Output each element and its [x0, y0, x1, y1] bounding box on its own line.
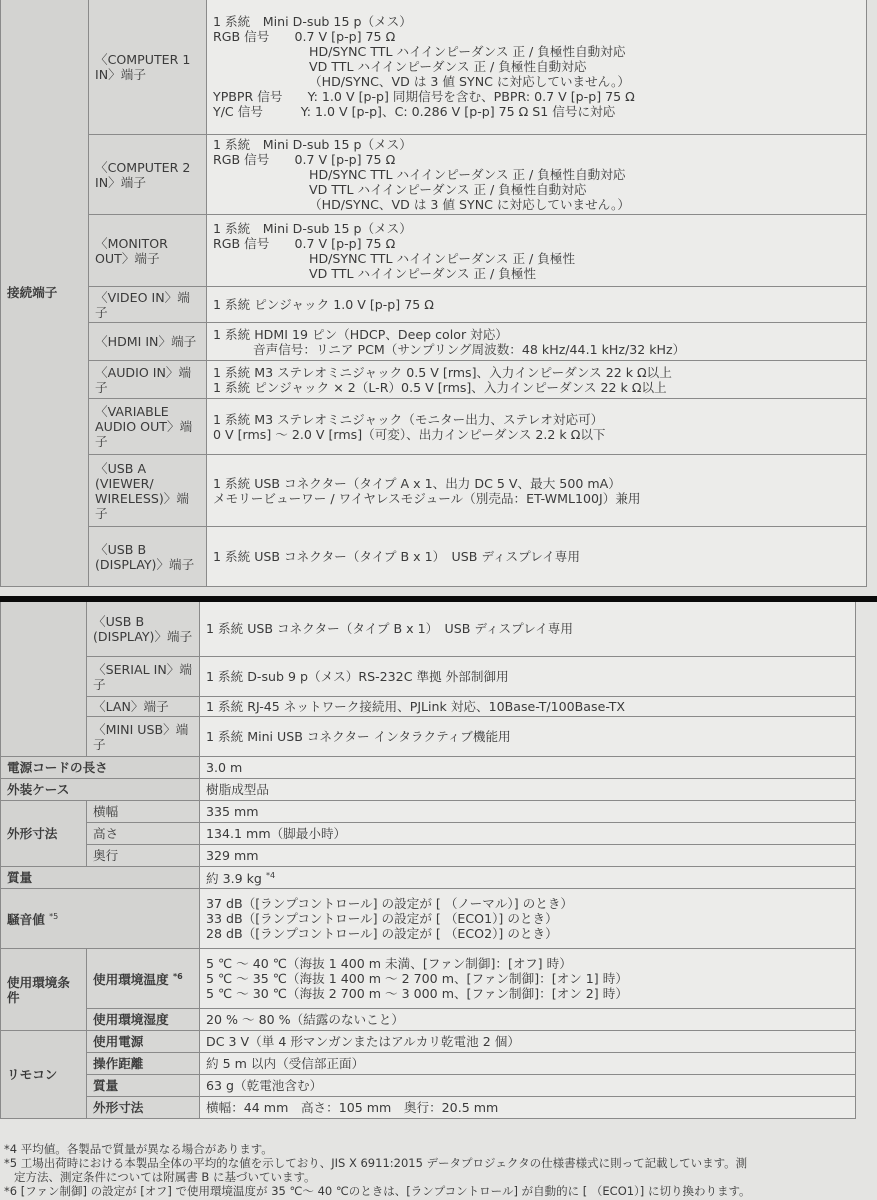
value-video-in: 1 系統 ピンジャック 1.0 V [p-p] 75 Ω	[207, 287, 867, 323]
value-usb-b: 1 系統 USB コネクター（タイプ B x 1） USB ディスプレイ専用	[207, 527, 867, 587]
general-spec-table	[0, 602, 856, 1119]
label-power-cord: 電源コードの長さ	[1, 757, 200, 779]
label-audio-in: 〈AUDIO IN〉端子	[89, 361, 207, 399]
label-mass: 質量	[1, 867, 200, 889]
value-height: 134.1 mm（脚最小時）	[200, 823, 856, 845]
label-remote: リモコン	[1, 1031, 87, 1119]
value-remote-mass: 63 g（乾電池含む）	[200, 1075, 856, 1097]
value-computer2-in: 1 系統 Mini D-sub 15 p（メス） RGB 信号 0.7 V [p-p] 75 Ω HD/SYNC TTL ハイインピーダンス 正 / 負極性自動対応 VD TTL ハイインピーダンス 正 / 負極性自動対応 （HD/SYNC、VD は 3 値 SYNC に対応していません。）	[207, 135, 867, 215]
label-remote-power: 使用電源	[87, 1031, 200, 1053]
value-depth: 329 mm	[200, 845, 856, 867]
footnote-5: *5 工場出荷時における本製品全体の平均的な値を示しており、JIS X 6911:2015 データプロジェクタの仕様書様式に則って記載しています。測	[4, 1156, 748, 1170]
value-remote-range: 約 5 m 以内（受信部正面）	[200, 1053, 856, 1075]
label-dimensions: 外形寸法	[1, 801, 87, 867]
value-remote-power: DC 3 V（単 4 形マンガンまたはアルカリ乾電池 2 個）	[200, 1031, 856, 1053]
label-operating-humidity: 使用環境湿度	[87, 1009, 200, 1031]
label-hdmi-in: 〈HDMI IN〉端子	[89, 323, 207, 361]
value-lan: 1 系統 RJ-45 ネットワーク接続用、PJLink 対応、10Base-T/100Base-TX	[200, 697, 856, 717]
label-usb-b: 〈USB B (DISPLAY)〉端子	[89, 527, 207, 587]
label-video-in: 〈VIDEO IN〉端子	[89, 287, 207, 323]
label-computer1-in: 〈COMPUTER 1 IN〉端子	[89, 0, 207, 135]
value-computer1-in: 1 系統 Mini D-sub 15 p（メス） RGB 信号 0.7 V [p-p] 75 Ω HD/SYNC TTL ハイインピーダンス 正 / 負極性自動対応 VD TTL ハイインピーダンス 正 / 負極性自動対応 （HD/SYNC、VD は 3 値 SYNC に対応していません。） YPBPR 信号 Y: 1.0 V [p-p] 同期信号を含む、PBPR: 0.7 V [p-p] 75 Ω Y/C 信号 Y: 1.0 V [p-p]、C: 0.286 V [p-p] 75 Ω S1 信号に対応	[207, 0, 867, 135]
label-variable-audio-out: 〈VARIABLE AUDIO OUT〉端子	[89, 399, 207, 455]
value-serial-in: 1 系統 D-sub 9 p（メス）RS-232C 準拠 外部制御用	[200, 657, 856, 697]
label-usb-a: 〈USB A (VIEWER/ WIRELESS)〉端子	[89, 455, 207, 527]
value-hdmi-in: 1 系統 HDMI 19 ピン（HDCP、Deep color 対応） 音声信号：リニア PCM（サンプリング周波数：48 kHz/44.1 kHz/32 kHz）	[207, 323, 867, 361]
label-case: 外装ケース	[1, 779, 200, 801]
label-environment: 使用環境条件	[1, 949, 87, 1031]
label-operating-temperature: 使用環境温度 $^{*6}$	[87, 949, 200, 1009]
label-width: 横幅	[87, 801, 200, 823]
label-usb-b-display: 〈USB B (DISPLAY)〉端子	[87, 602, 200, 657]
value-mini-usb: 1 系統 Mini USB コネクター インタラクティブ機能用	[200, 717, 856, 757]
label-computer2-in: 〈COMPUTER 2 IN〉端子	[89, 135, 207, 215]
label-remote-dimensions: 外形寸法	[87, 1097, 200, 1119]
footnotes	[0, 1142, 877, 1198]
category-connectors: 接続端子	[1, 0, 89, 587]
category-connectors-continued	[1, 602, 87, 757]
value-power-cord: 3.0 m	[200, 757, 856, 779]
label-depth: 奥行	[87, 845, 200, 867]
footnote-6: *6 [ファン制御] の設定が [オフ] で使用環境温度が 35 ℃～ 40 ℃のときは、[ランプコントロール] が自動的に [ （ECO1）] に切り換わります。	[4, 1184, 751, 1198]
value-mass: 約 3.9 kg $^{*4}$	[200, 867, 856, 889]
spec-table-top-panel	[0, 0, 877, 596]
value-operating-temperature: 5 ℃ ～ 40 ℃（海抜 1 400 m 未満、[ファン制御]：[オフ] 時） 5 ℃ ～ 35 ℃（海抜 1 400 m ～ 2 700 m、[ファン制御]：[オン 1] 時） 5 ℃ ～ 30 ℃（海抜 2 700 m ～ 3 000 m、[ファン制御]：[オン 2] 時）	[200, 949, 856, 1009]
label-height: 高さ	[87, 823, 200, 845]
label-lan: 〈LAN〉端子	[87, 697, 200, 717]
value-audio-in: 1 系統 M3 ステレオミニジャック 0.5 V [rms]、入力インピーダンス 22 k Ω以上 1 系統 ピンジャック × 2（L-R）0.5 V [rms]、入力インピーダンス 22 k Ω以上	[207, 361, 867, 399]
value-monitor-out: 1 系統 Mini D-sub 15 p（メス） RGB 信号 0.7 V [p-p] 75 Ω HD/SYNC TTL ハイインピーダンス 正 / 負極性 VD TTL ハイインピーダンス 正 / 負極性	[207, 215, 867, 287]
label-mini-usb: 〈MINI USB〉端子	[87, 717, 200, 757]
value-remote-dimensions: 横幅：44 mm 高さ：105 mm 奥行：20.5 mm	[200, 1097, 856, 1119]
connector-spec-table	[0, 0, 867, 587]
footnote-5-cont: 定方法、測定条件については附属書 B に基づいています。	[14, 1170, 316, 1184]
label-monitor-out: 〈MONITOR OUT〉端子	[89, 215, 207, 287]
value-variable-audio-out: 1 系統 M3 ステレオミニジャック（モニター出力、ステレオ対応可） 0 V [rms] ～ 2.0 V [rms]（可変）、出力インピーダンス 2.2 k Ω以下	[207, 399, 867, 455]
value-usb-b-display: 1 系統 USB コネクター（タイプ B x 1） USB ディスプレイ専用	[200, 602, 856, 657]
value-width: 335 mm	[200, 801, 856, 823]
label-remote-range: 操作距離	[87, 1053, 200, 1075]
value-usb-a: 1 系統 USB コネクター（タイプ A x 1、出力 DC 5 V、最大 500 mA） メモリービューワー / ワイヤレスモジュール（別売品：ET-WML100J）兼用	[207, 455, 867, 527]
label-serial-in: 〈SERIAL IN〉端子	[87, 657, 200, 697]
label-remote-mass: 質量	[87, 1075, 200, 1097]
value-noise: 37 dB（[ランプコントロール] の設定が [ （ノーマル）] のとき） 33 dB（[ランプコントロール] の設定が [ （ECO1）] のとき） 28 dB（[ランプコントロール] の設定が [ （ECO2）] のとき）	[200, 889, 856, 949]
value-operating-humidity: 20 % ～ 80 %（結露のないこと）	[200, 1009, 856, 1031]
spec-table-bottom-panel	[0, 602, 877, 1200]
label-noise: 騒音値 $^{*5}$	[1, 889, 200, 949]
footnote-4: *4 平均値。各製品で質量が異なる場合があります。	[4, 1142, 273, 1156]
value-case: 樹脂成型品	[200, 779, 856, 801]
